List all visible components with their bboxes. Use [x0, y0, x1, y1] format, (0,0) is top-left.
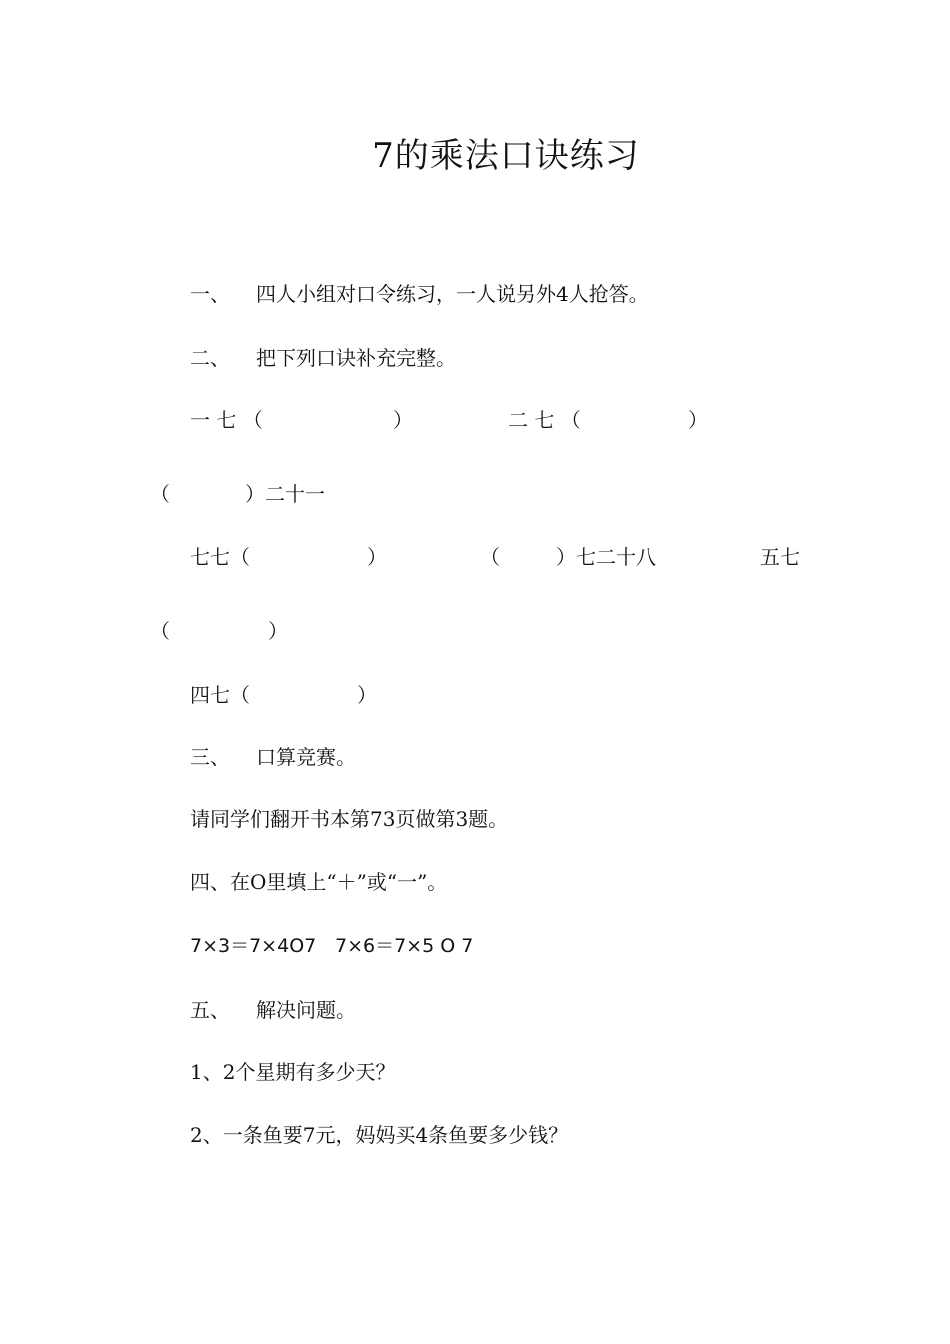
rhyme-qi-qi: 七七（ [190, 545, 250, 569]
rhyme-blank-21-close: ）二十一 [245, 482, 325, 506]
rhyme-wu-qi-close: ） [268, 619, 288, 643]
section-1-number: 一、 [190, 282, 230, 306]
rhyme-wu-qi: 五七 [760, 545, 800, 569]
rhyme-si-qi: 四七（ [190, 683, 250, 707]
question-2-text: 2、一条鱼要7元，妈妈买4条鱼要多少钱？ [190, 1123, 569, 1147]
section-3-number: 三、 [190, 745, 230, 769]
rhyme-yi-qi-close: ） [393, 408, 413, 432]
section-2-text: 把下列口诀补充完整。 [256, 346, 456, 370]
rhyme-er-qi: 二 七 （ [508, 408, 581, 432]
equation-2: 7×6＝7×5 O 7 [335, 935, 474, 957]
section-4-text: 四、在O里填上“＋”或“一”。 [190, 870, 448, 894]
section-3-sub: 请同学们翻开书本第73页做第3题。 [190, 807, 509, 831]
rhyme-wu-qi-open: （ [150, 619, 170, 643]
rhyme-blank-28-open: （ [480, 545, 500, 569]
rhyme-blank-21-open: （ [150, 482, 170, 506]
page-title: 7的乘法口诀练习 [372, 136, 640, 176]
section-2-number: 二、 [190, 346, 230, 370]
rhyme-qi-qi-close: ） [367, 545, 387, 569]
rhyme-blank-28-close: ）七二十八 [556, 545, 656, 569]
rhyme-si-qi-close: ） [357, 683, 377, 707]
question-1-text: 1、2个星期有多少天？ [190, 1060, 396, 1084]
section-3-text: 口算竞赛。 [256, 745, 356, 769]
section-1-text: 四人小组对口令练习，一人说另外4人抢答。 [256, 282, 649, 306]
section-5-number: 五、 [190, 998, 230, 1022]
equation-1: 7×3＝7×4O7 [190, 935, 317, 957]
rhyme-er-qi-close: ） [688, 408, 708, 432]
section-5-text: 解决问题。 [256, 998, 356, 1022]
rhyme-yi-qi: 一 七 （ [190, 408, 263, 432]
